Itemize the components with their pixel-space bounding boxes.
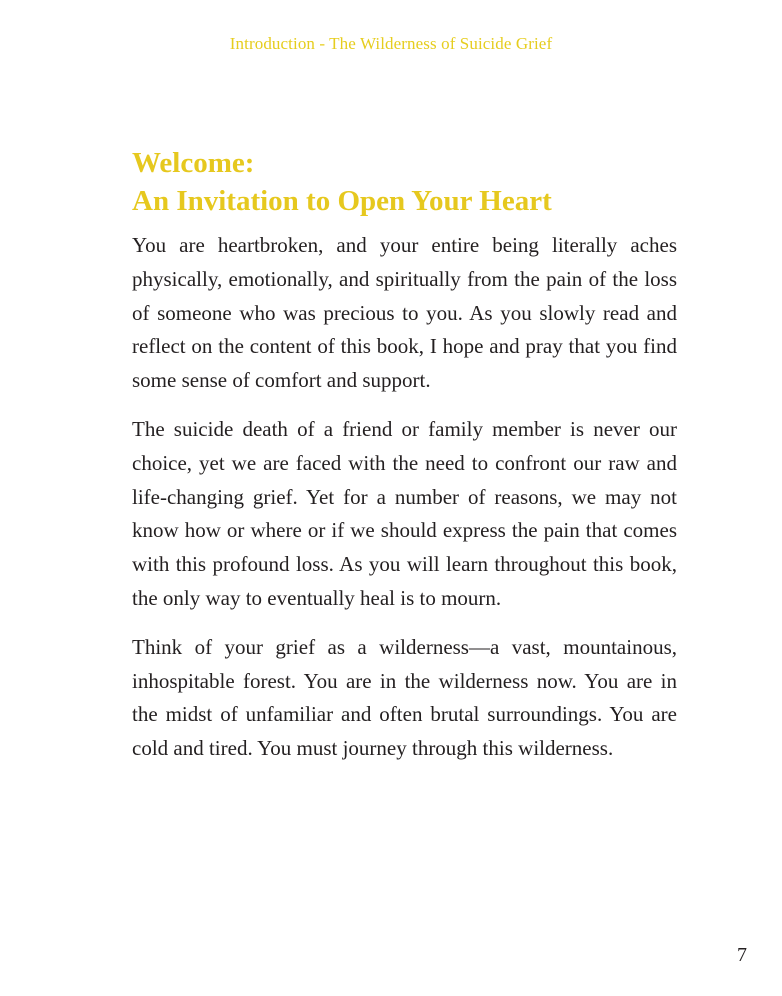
- heading-line-1: Welcome:: [132, 147, 255, 179]
- running-header: Introduction - The Wilderness of Suicide Grief: [229, 34, 553, 53]
- paragraph-2: The suicide death of a friend or family member is never our choice, yet we are faced with the need to confront our raw and life-changing grief. Yet for a number of reasons, we may not know how or where or if we should express the pain that comes with this profound loss. As you will learn throughout this book, the only way to eventually heal is to mourn.: [132, 416, 677, 610]
- chapter-heading: [132, 144, 692, 220]
- heading-line-2: An Invitation to Open Your Heart: [132, 185, 552, 217]
- page-number: 7: [737, 944, 747, 966]
- paragraph-3: Think of your grief as a wilderness—a vast, mountainous, inhospitable forest. You are in the wilderness now. You are in the midst of unfamiliar and often brutal surroundings. You are cold and tired. You must journey through this wilderness.: [132, 634, 677, 761]
- body-text: [132, 229, 677, 781]
- paragraph-1: You are heartbroken, and your entire being literally aches physically, emotionally, and spiritually from the pain of the loss of someone who was precious to you. As you slowly read and reflect on the content of this book, I hope and pray that you find some sense of comfort and support.: [132, 233, 677, 393]
